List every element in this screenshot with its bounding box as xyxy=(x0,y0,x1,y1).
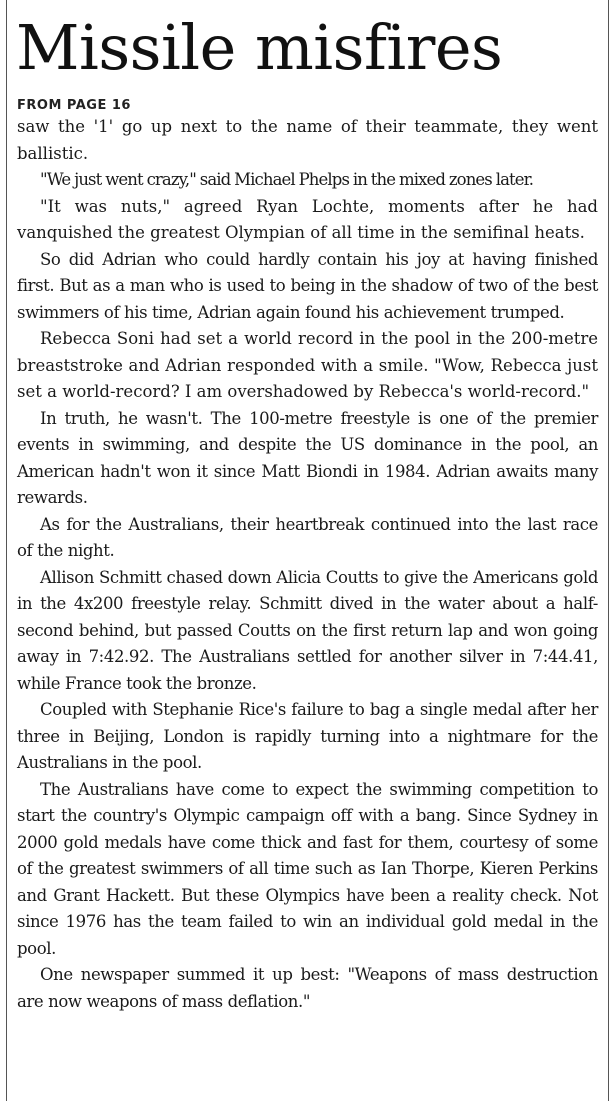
paragraph: As for the Australians, their heartbreak continued into the last race of the night. xyxy=(17,514,598,560)
paragraph: Coupled with Stephanie Rice's failure to bag a single medal after her three in Beijing, London is rapidly turning into a nightmare for the Australians in the pool. xyxy=(17,700,598,772)
paragraph: "We just went crazy," said Michael Phelps in the mixed zones later. xyxy=(40,170,534,189)
headline: Missile misfires xyxy=(16,11,503,84)
paragraph: One newspaper summed it up best: "Weapons of mass destruction are now weapons of mass deflation." xyxy=(17,965,598,1011)
article-body xyxy=(17,114,598,1015)
paragraph: In truth, he wasn't. The 100-metre freestyle is one of the premier events in swimming, and despite the US dominance in the pool, an American hadn't won it since Matt Biondi in 1984. Adrian awaits many rewards. xyxy=(17,408,598,507)
paragraph: So did Adrian who could hardly contain his joy at having finished first. But as a man who is used to being in the shadow of two of the best swimmers of his time, Adrian again found his achievement trumped. xyxy=(17,249,598,322)
paragraph: saw the '1' go up next to the name of their teammate, they went ballistic. xyxy=(17,117,598,163)
paragraph: The Australians have come to expect the swimming competition to start the country's Olympic campaign off with a bang. Since Sydney in 2000 gold medals have come thick and fast for them, courtesy of some of the greatest swimmers of all time such as Ian Thorpe, Kieren Perkins and Grant Hackett. But these Olympics have been a reality check. Not since 1976 has the team failed to win an individual gold medal in the pool. xyxy=(17,779,598,958)
paragraph: Allison Schmitt chased down Alicia Coutts to give the Americans gold in the 4x200 freestyle relay. Schmitt dived in the water about a half-second behind, but passed Coutts on the first return lap and won going away in 7:42.92. The Australians settled for another silver in 7:44.41, while France took the bronze. xyxy=(17,567,598,693)
jump-label: FROM PAGE 16 xyxy=(17,98,131,113)
paragraph: "It was nuts," agreed Ryan Lochte, moments after he had vanquished the greatest Olympian of all time in the semifinal heats. xyxy=(17,196,598,242)
paragraph: Rebecca Soni had set a world record in the pool in the 200-metre breaststroke and Adrian responded with a smile. "Wow, Rebecca just set a world-record? I am overshadowed by Rebecca's world-record." xyxy=(17,329,598,401)
